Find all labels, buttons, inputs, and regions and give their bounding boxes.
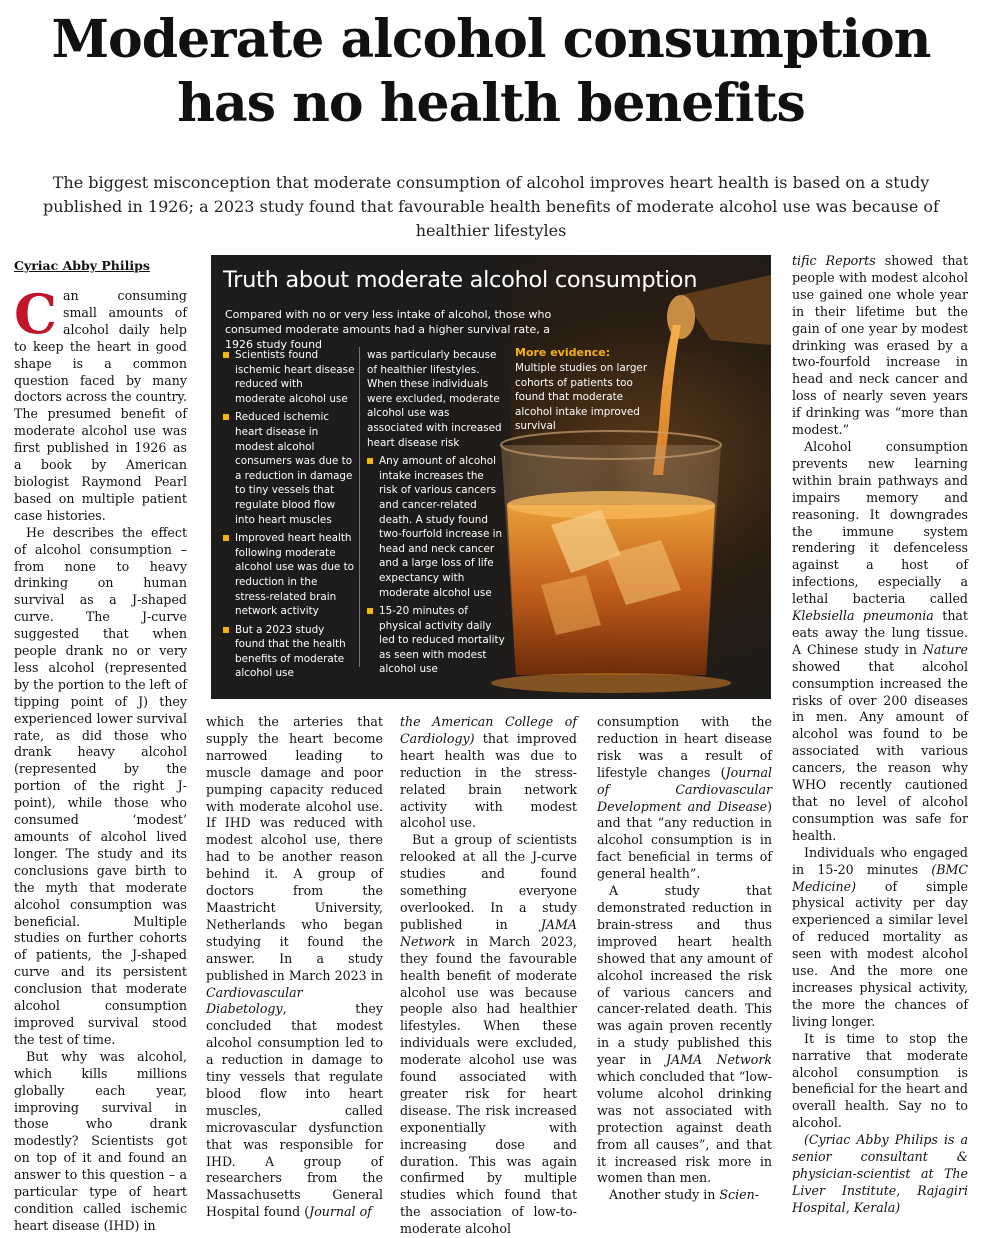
author-note: (Cyriac Abby Philips is a senior consultant & physician-scientist at The Liver Institute, Rajagiri Hospital, Kerala) — [792, 1132, 968, 1215]
infobox-bullet: Improved heart health following moderate alcohol use was due to reduction in the stress-related brain network activity — [223, 531, 355, 619]
article-column-4 — [597, 714, 772, 1204]
infobox-bullet: Reduced ischemic heart disease in modest alcohol consumers was due to a reduction in damage to tiny vessels that regulate blood flow into heart muscles — [223, 410, 355, 527]
article-column-1 — [14, 282, 187, 1235]
more-evidence-heading: More evidence: — [515, 346, 611, 359]
paragraph: tific Reports showed that people with modest alcohol use gained one whole year in their lifetime but the gain of one year by modest drinking was erased by a two-fourfold increase in head and neck cancer and loss of nearly seven years if drinking was “more than modest.” — [792, 253, 968, 438]
infobox-bullet: Any amount of alcohol intake increases the risk of various cancers and cancer-related death. A study found two-fourfold increase in head and neck cancer and a large loss of life expectancy with moderate alcohol use — [367, 454, 505, 600]
paragraph: It is time to stop the narrative that moderate alcohol consumption is beneficial for the heart and overall health. Say no to alcohol. — [792, 1030, 968, 1131]
infobox-continuation: was particularly because of healthier lifestyles. When these individuals were excluded, moderate alcohol use was associated with increased heart disease risk — [367, 349, 502, 449]
paragraph-3: But why was alcohol, which kills millions globally each year, improving survival in those who drank modestly? Scientists got on top of it and found an answer to this question – a particular type of heart condition called ischemic heart disease (IHD) in — [14, 1048, 187, 1233]
drop-cap: C — [14, 282, 57, 346]
infobox-divider — [359, 347, 360, 667]
headline-line-2: has no health benefits — [177, 73, 805, 134]
infobox — [211, 255, 771, 699]
infobox-left-column — [223, 348, 355, 685]
species-name: Klebsiella pneumonia — [792, 608, 934, 624]
journal-name: Nature — [922, 641, 968, 657]
paragraph-1 — [14, 282, 187, 525]
infobox-middle-column — [367, 348, 505, 681]
byline: Cyriac Abby Philips — [14, 258, 150, 273]
journal-name: JAMA Network — [665, 1052, 772, 1068]
infobox-bullet: 15-20 minutes of physical activity daily led to reduced mortality as seen with modest alcohol use — [367, 604, 505, 677]
article-column-3 — [400, 714, 577, 1238]
paragraph: But a group of scientists relooked at all the J-curve studies and found something everyone overlooked. In a study published in JAMA Network in March 2023, they found the favourable health benefit of moderate alcohol use was because people also had healthier lifestyles. When these individuals were excluded, moderate alcohol use was found associated with greater risk for heart disease. The risk increased exponentially with increasing dose and duration. This was again confirmed by multiple studies which found that the association of low-to-moderate alcohol — [400, 832, 577, 1237]
headline-line-1: Moderate alcohol consumption — [51, 9, 931, 70]
journal-name: the American College of Cardiology) — [400, 714, 577, 746]
subhead: The biggest misconception that moderate consumption of alcohol improves heart health is based on a study published in 1926; a 2023 study found that favourable health benefits of moderate alcohol use was because of healthier lifestyles — [43, 173, 939, 240]
infobox-title: Truth about moderate alcohol consumption — [223, 267, 698, 293]
journal-name: Journal of — [309, 1204, 372, 1220]
headline — [0, 8, 982, 136]
infobox-bullet: Scientists found ischemic heart disease reduced with moderate alcohol use — [223, 348, 355, 406]
infobox-bullet: But a 2023 study found that the health benefits of moderate alcohol use — [223, 623, 355, 681]
paragraph: Individuals who engaged in 15-20 minutes (BMC Medicine) of simple physical activity per day experienced a similar level of reduced mortality as seen with modest alcohol use. And the more one increases physical activity, the more the chances of living longer. — [792, 844, 968, 1029]
infobox-intro: Compared with no or very less intake of alcohol, those who consumed moderate amounts had a higher survival rate, a 1926 study found — [225, 308, 552, 351]
journal-name: Journal of Cardiovascular Development and Disease — [597, 764, 772, 814]
journal-name: tific Reports — [792, 253, 876, 268]
journal-name: Cardiovascular Diabetology — [206, 984, 303, 1017]
paragraph-2: He describes the effect of alcohol consumption – from none to heavy drinking on human survival as a J-shaped curve. The J-curve suggested that when people drank no or very less alcohol (represented by the portion to the left of tipping point of J) they experienced lower survival rate, as did those who drank heavy alcohol (represented by the portion of the right J-point), while those who consumed ‘modest’ amounts of alcohol lived longer. The study and its conclusions gave birth to the myth that moderate alcohol consumption was beneficial. Multiple studies on further cohorts of patients, the J-shaped curve and its persistent conclusion that moderate alcohol consumption improved survival stood the test of time. — [14, 524, 187, 1047]
paragraph: Another study in Scien- — [609, 1187, 759, 1203]
paragraph-1-text: an consuming small amounts of alcohol daily help to keep the heart in good shape is a common question faced by many doctors across the country. The presumed benefit of moderate alcohol use was first published in 1926 as a book by American biologist Raymond Pearl based on multiple patient case histories. — [14, 288, 187, 523]
journal-name: Scien- — [719, 1187, 759, 1203]
paragraph: Alcohol consumption prevents new learning within brain pathways and impairs memory and reasoning. It downgrades the immune system rendering it defenceless against a host of infections, especially a lethal bacteria called Klebsiella pneumonia that eats away the lung tissue. A Chinese study in Nature showed that alcohol consumption increased the risks of over 200 diseases in men. Any amount of alcohol was found to be associated with various cancers, the reason why WHO recently cautioned that no level of alcohol consumption was safe for health. — [792, 438, 968, 843]
journal-name: (BMC Medicine) — [792, 861, 968, 894]
journal-name: JAMA Network — [400, 916, 577, 949]
paragraph: A study that demonstrated reduction in brain-stress and thus improved heart health showed that any amount of alcohol increased the risk of various cancers and cancer-related death. This was again proven recently in a study published this year in JAMA Network which concluded that “low-volume alcohol drinking was not associated with protection against death from all causes”, and that it increased risk more in women than men. — [597, 883, 772, 1186]
paragraph: which the arteries that supply the heart become narrowed leading to muscle damage and poor pumping capacity reduced with moderate alcohol use. If IHD was reduced with modest alcohol use, there had to be another reason behind it. A group of doctors from the Maastricht University, Netherlands who began studying it found the answer. In a study published in March 2023 in Cardiovascular Diabetology, they concluded that modest alcohol consumption led to a reduction in damage to tiny vessels that regulate blood flow into heart muscles, called microvascular dysfunction that was responsible for IHD. A group of researchers from the Massachusetts General Hospital found (Journal of — [206, 714, 383, 1220]
article-column-2 — [206, 714, 383, 1221]
paragraph: the American College of Cardiology) that improved heart health was due to reduction in the stress-related brain network activity with modest alcohol use. — [400, 714, 577, 831]
article-column-5 — [792, 253, 968, 1217]
more-evidence-text: Multiple studies on larger cohorts of patients too found that moderate alcohol intake improved survival — [515, 362, 648, 433]
paragraph: consumption with the reduction in heart disease risk was a result of lifestyle changes (Journal of Cardiovascular Development and Disease) and that “any reduction in alcohol consumption is in fact beneficial in terms of general health”. — [597, 714, 772, 882]
